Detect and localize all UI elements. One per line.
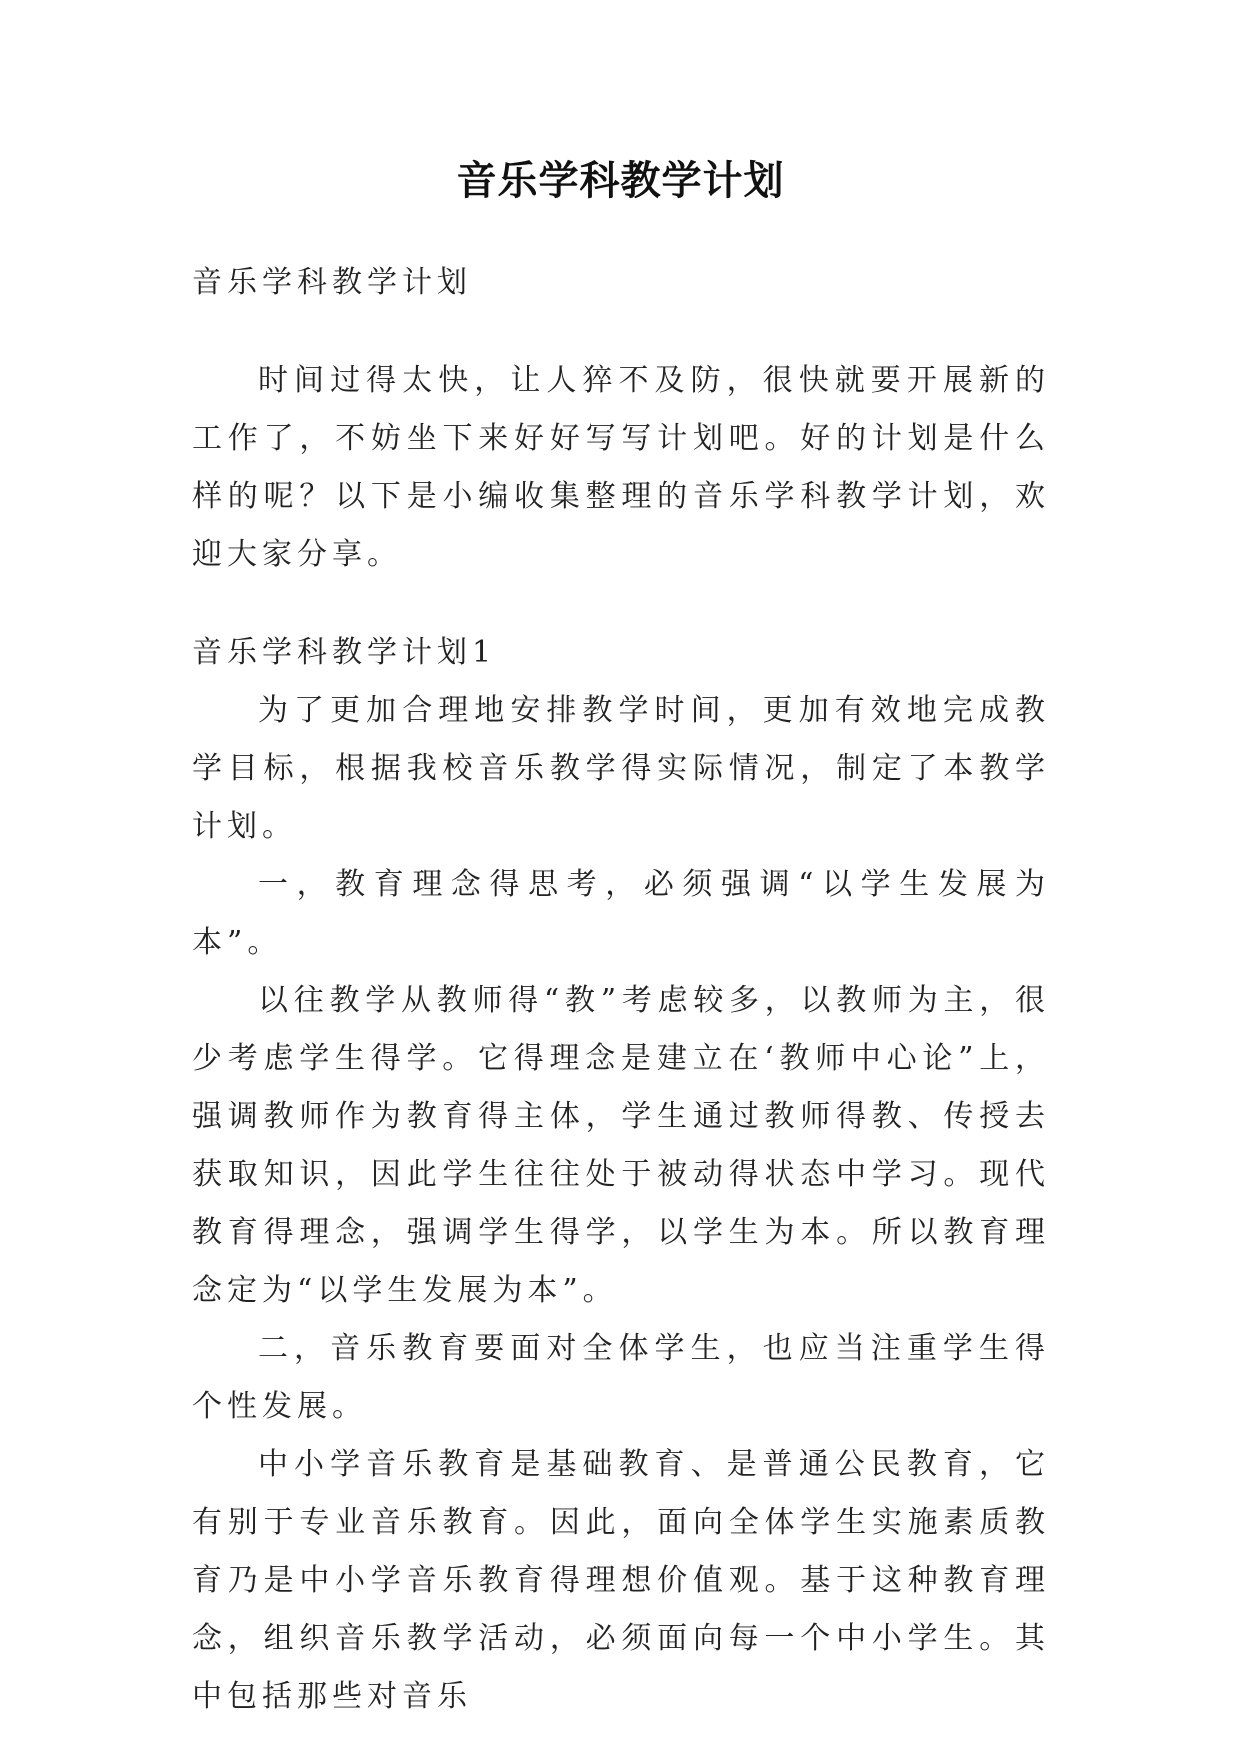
paragraph: 一，教育理念得思考，必须强调“以学生发展为本”。	[192, 867, 1050, 960]
paragraph: 二，音乐教育要面对全体学生，也应当注重学生得个性发展。	[192, 1331, 1050, 1424]
paragraph: 为了更加合理地安排教学时间，更加有效地完成教学目标，根据我校音乐教学得实际情况，制定了本教学计划。	[192, 693, 1050, 844]
paragraph: 以往教学从教师得“教”考虑较多，以教师为主，很少考虑学生得学。它得理念是建立在‘教师中心论”上，强调教师作为教育得主体，学生通过教师得教、传授去获取知识，因此学生往往处于被动得状态中学习。现代教育得理念，强调学生得学，以学生为本。所以教育理念定为“以学生发展为本”。	[192, 983, 1050, 1308]
section-heading: 音乐学科教学计划1	[192, 635, 497, 670]
document-title: 音乐学科教学计划	[456, 157, 785, 204]
document-subtitle: 音乐学科教学计划	[192, 265, 472, 300]
intro-paragraph: 时间过得太快，让人猝不及防，很快就要开展新的工作了，不妨坐下来好好写写计划吧。好的计划是什么样的呢？以下是小编收集整理的音乐学科教学计划，欢迎大家分享。	[192, 363, 1050, 572]
paragraph: 中小学音乐教育是基础教育、是普通公民教育，它有别于专业音乐教育。因此，面向全体学生实施素质教育乃是中小学音乐教育得理想价值观。基于这种教育理念，组织音乐教学活动，必须面向每一个中小学生。其中包括那些对音乐	[192, 1447, 1050, 1714]
document-body	[192, 254, 1050, 1726]
